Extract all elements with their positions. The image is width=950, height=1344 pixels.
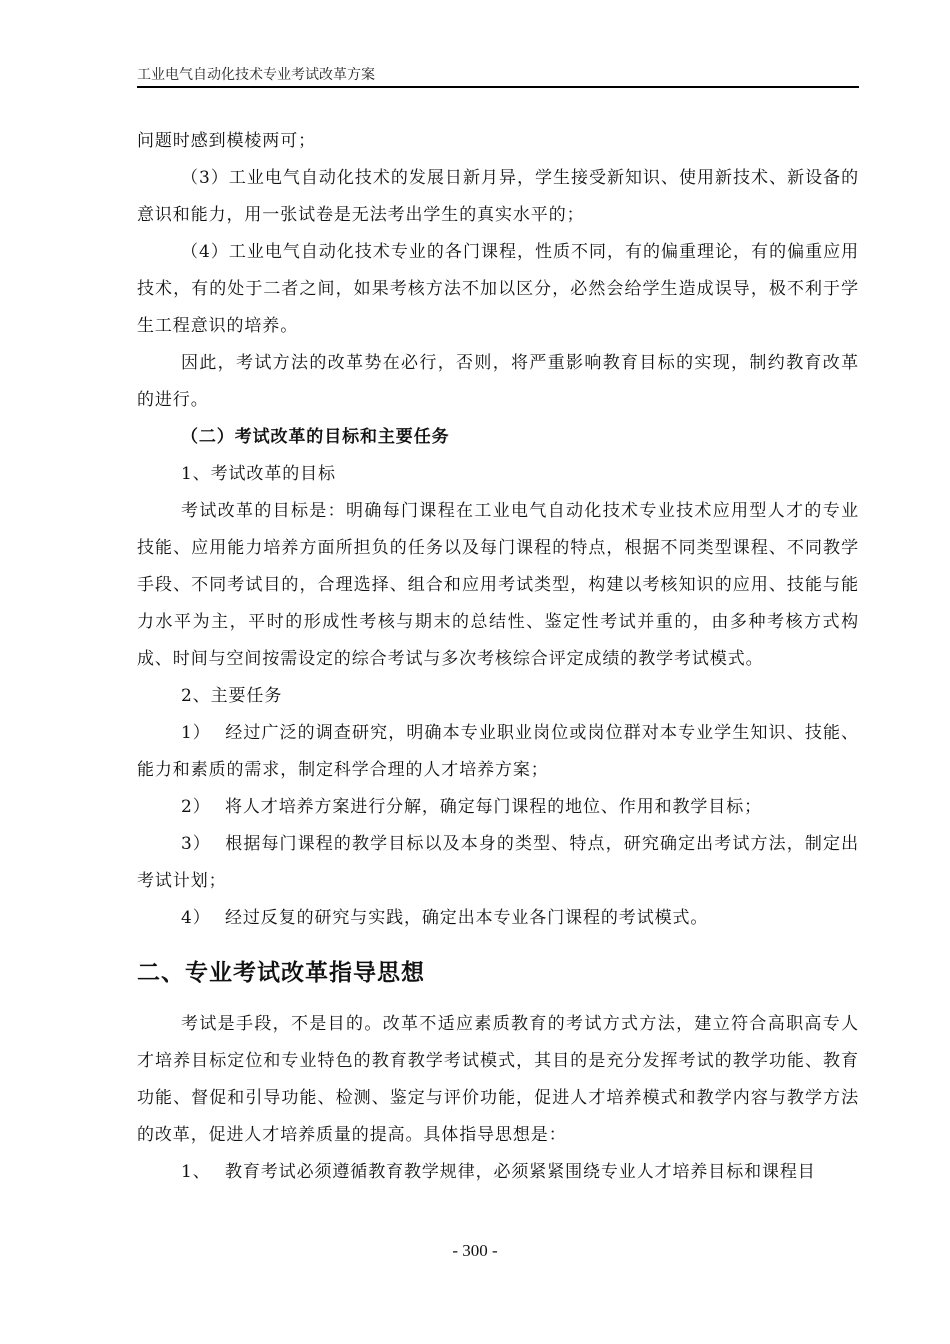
goal-label: 1、考试改革的目标 bbox=[181, 464, 336, 484]
guide-item-text: 教育考试必须遵循教育教学规律，必须紧紧围绕专业人才培养目标和课程目 bbox=[225, 1162, 816, 1182]
task-text: 根据每门课程的教学目标以及本身的类型、特点，研究确定出考试方法，制定出考试计划； bbox=[137, 834, 859, 891]
task-text: 经过广泛的调查研究，明确本专业职业岗位或岗位群对本专业学生知识、技能、能力和素质的需求，制定科学合理的人才培养方案； bbox=[137, 723, 859, 780]
section-heading: 二、专业考试改革指导思想 bbox=[137, 960, 425, 986]
guide-paragraph: 考试是手段，不是目的。改革不适应素质教育的考试方式方法，建立符合高职高专人才培养目标定位和专业特色的教育教学考试模式，其目的是充分发挥考试的教学功能、教育功能、督促和引导功能、检测、鉴定与评价功能，促进人才培养模式和教学内容与教学方法的改革，促进人才培养质量的提高。具体指导思想是： bbox=[137, 1014, 859, 1145]
task-item bbox=[137, 900, 859, 937]
guide-item-number: 1、 bbox=[181, 1162, 211, 1182]
goal-paragraph: 考试改革的目标是：明确每门课程在工业电气自动化技术专业技术应用型人才的专业技能、应用能力培养方面所担负的任务以及每门课程的特点，根据不同类型课程、不同教学手段、不同考试目的，合理选择、组合和应用考试类型，构建以考核知识的应用、技能与能力水平为主，平时的形成性考核与期末的总结性、鉴定性考试并重的，由多种考核方式构成、时间与空间按需设定的综合考试与多次考核综合评定成绩的教学考试模式。 bbox=[137, 501, 859, 669]
task-text: 经过反复的研究与实践，确定出本专业各门课程的考试模式。 bbox=[225, 908, 709, 928]
subsection-heading: （二）考试改革的目标和主要任务 bbox=[181, 427, 450, 447]
paragraph: 问题时感到模棱两可； bbox=[137, 131, 316, 151]
task-text: 将人才培养方案进行分解，确定每门课程的地位、作用和教学目标； bbox=[225, 797, 762, 817]
task-number: 1） bbox=[181, 723, 211, 743]
task-number: 2） bbox=[181, 797, 211, 817]
tasks-label: 2、主要任务 bbox=[181, 686, 283, 706]
guide-item bbox=[137, 1154, 859, 1191]
task-number: 3） bbox=[181, 834, 211, 854]
page-number: - 300 - bbox=[452, 1241, 498, 1260]
paragraph: （3）工业电气自动化技术的发展日新月异，学生接受新知识、使用新技术、新设备的意识和能力，用一张试卷是无法考出学生的真实水平的； bbox=[137, 168, 859, 225]
header-divider bbox=[137, 86, 859, 88]
paragraph: （4）工业电气自动化技术专业的各门课程，性质不同，有的偏重理论，有的偏重应用技术，有的处于二者之间，如果考核方法不加以区分，必然会给学生造成误导，极不利于学生工程意识的培养。 bbox=[137, 242, 859, 336]
page-header-title: 工业电气自动化技术专业考试改革方案 bbox=[137, 67, 375, 83]
task-item bbox=[137, 715, 859, 789]
task-item bbox=[137, 826, 859, 900]
paragraph: 因此，考试方法的改革势在必行，否则，将严重影响教育目标的实现，制约教育改革的进行。 bbox=[137, 353, 859, 410]
document-body bbox=[137, 123, 859, 1191]
task-number: 4） bbox=[181, 908, 211, 928]
task-item bbox=[137, 789, 859, 826]
